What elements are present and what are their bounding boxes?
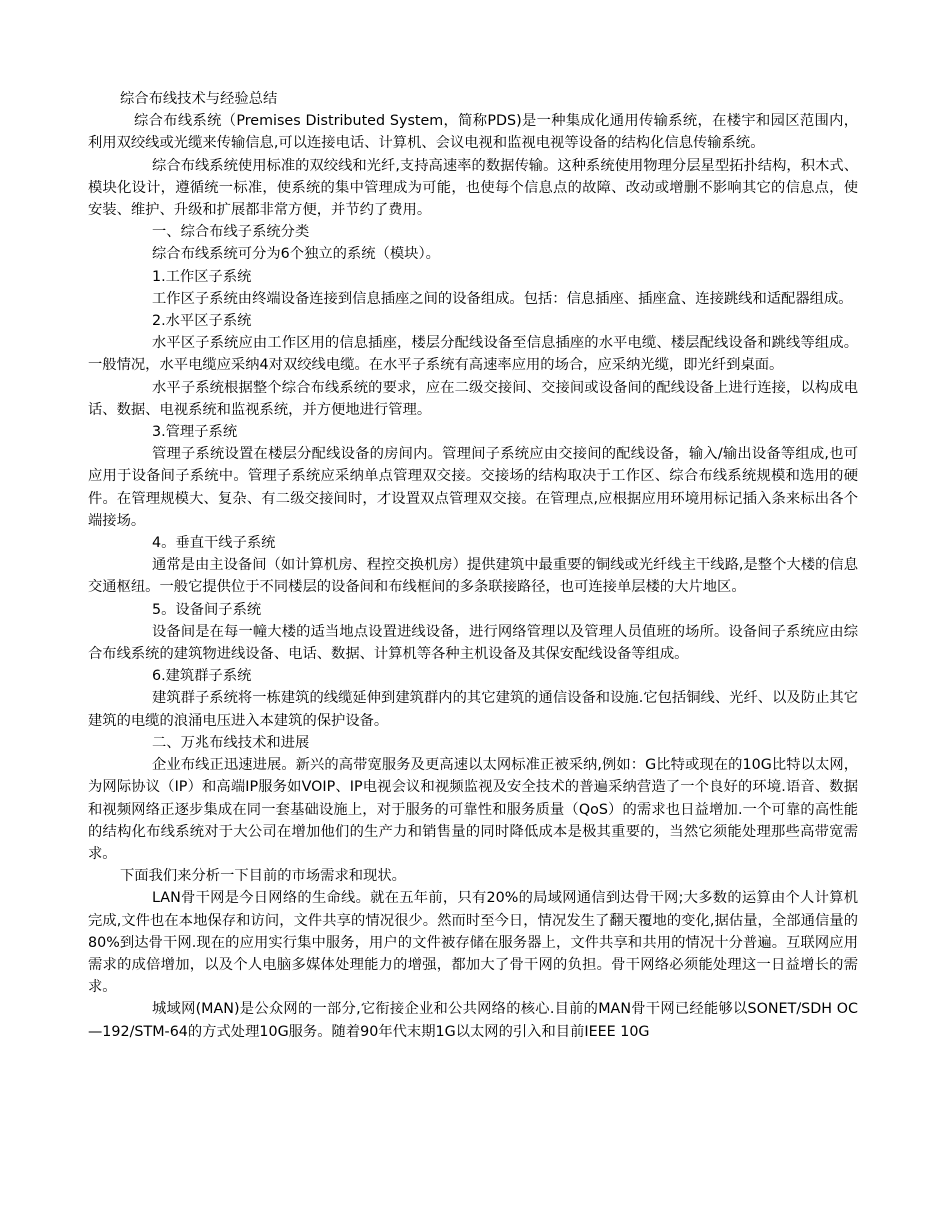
paragraph: 企业布线正迅速进展。新兴的高带宽服务及更高速以太网标准正被采纳,例如：G比特或现在的10G比特以太网，为网际协议（IP）和高端IP服务如VOIP、IP电视会议和视频监视及安全技术的普遍采纳营造了一个良好的环境.语音、数据和视频网络正逐步集成在同一套基础设施上，对于服务的可靠性和服务质量（QoS）的需求也日益增加.一个可靠的高性能的结构化布线系统对于大公司在增加他们的生产力和销售量的同时降低成本是极其重要的，当然它须能处理那些高带宽需求。 — [88, 757, 858, 862]
subsection-heading: 4。垂直干线子系统 — [152, 535, 276, 552]
paragraph: 建筑群子系统将一栋建筑的线缆延伸到建筑群内的其它建筑的通信设备和设施.它包括铜线、光纤、以及防止其它建筑的电缆的浪涌电压进入本建筑的保护设备。 — [88, 690, 858, 729]
subsection-heading: 1.工作区子系统 — [152, 268, 252, 285]
paragraph: 综合布线系统使用标准的双绞线和光纤,支持高速率的数据传输。这种系统使用物理分层星型拓扑结构，积木式、模块化设计，遵循统一标准，使系统的集中管理成为可能，也使每个信息点的故障、改动或增删不影响其它的信息点，使安装、维护、升级和扩展都非常方便，并节约了费用。 — [88, 157, 858, 219]
paragraph: LAN骨干网是今日网络的生命线。就在五年前，只有20%的局域网通信到达骨干网;大多数的运算由个人计算机完成,文件也在本地保存和访问，文件共享的情况很少。然而时至今日，情况发生了翻天覆地的变化,据估量，全部通信量的80%到达骨干网.现在的应用实行集中服务，用户的文件被存储在服务器上，文件共享和共用的情况十分普遍。互联网应用需求的成倍增加，以及个人电脑多媒体处理能力的增强，都加大了骨干网的负担。骨干网络必须能处理这一日益增长的需求。 — [88, 890, 858, 996]
subsection-heading: 3.管理子系统 — [152, 424, 238, 441]
paragraph: 水平区子系统应由工作区用的信息插座，楼层分配线设备至信息插座的水平电缆、楼层配线设备和跳线等组成。一般情况，水平电缆应采纳4对双绞线电缆。在水平子系统有高速率应用的场合，应采纳光缆，即光纤到桌面。 — [88, 335, 858, 374]
document-page — [88, 88, 858, 1043]
paragraph: 设备间是在每一幢大楼的适当地点设置进线设备，进行网络管理以及管理人员值班的场所。设备间子系统应由综合布线系统的建筑物进线设备、电话、数据、计算机等各种主机设备及其保安配线设备等组成。 — [88, 623, 858, 663]
section-heading: 一、综合布线子系统分类 — [152, 224, 310, 241]
paragraph: 城域网(MAN)是公众网的一部分,它衔接企业和公共网络的核心.目前的MAN骨干网已经能够以SONET/SDH OC—192/STM-64的方式处理10G服务。随着90年代末期1G以太网的引入和目前IEEE 10G — [88, 1001, 858, 1040]
paragraph: 综合布线系统可分为6个独立的系统（模块）。 — [152, 246, 440, 263]
section-heading: 二、万兆布线技术和进展 — [152, 734, 310, 751]
paragraph: 水平子系统根据整个综合布线系统的要求，应在二级交接间、交接间或设备间的配线设备上进行连接，以构成电话、数据、电视系统和监视系统，并方便地进行管理。 — [88, 379, 858, 418]
paragraph: 工作区子系统由终端设备连接到信息插座之间的设备组成。包括：信息插座、插座盒、连接跳线和适配器组成。 — [152, 290, 853, 307]
paragraph: 管理子系统设置在楼层分配线设备的房间内。管理间子系统应由交接间的配线设备，输入/输出设备等组成,也可应用于设备间子系统中。管理子系统应采纳单点管理双交接。交接场的结构取决于工作区、综合布线系统规模和选用的硬件。在管理规模大、复杂、有二级交接间时，才设置双点管理双交接。在管理点,应根据应用环境用标记插入条来标出各个端接场。 — [88, 446, 858, 529]
paragraph: 下面我们来分析一下目前的市场需求和现状。 — [120, 868, 406, 885]
subsection-heading: 6.建筑群子系统 — [152, 668, 252, 685]
document-title: 综合布线技术与经验总结 — [120, 91, 278, 107]
paragraph-intro: 综合布线系统（Premises Distributed System，简称PDS)是一种集成化通用传输系统，在楼宇和园区范围内，利用双绞线或光缆来传输信息,可以连接电话、计算机、会议电视和监视电视等设备的结构化信息传输系统。 — [88, 113, 858, 152]
subsection-heading: 2.水平区子系统 — [152, 313, 252, 330]
paragraph: 通常是由主设备间（如计算机房、程控交换机房）提供建筑中最重要的铜线或光纤线主干线路,是整个大楼的信息交通枢纽。一般它提供位于不同楼层的设备间和布线框间的多条联接路径，也可连接单层楼的大片地区。 — [88, 557, 858, 596]
subsection-heading: 5。设备间子系统 — [152, 601, 262, 618]
